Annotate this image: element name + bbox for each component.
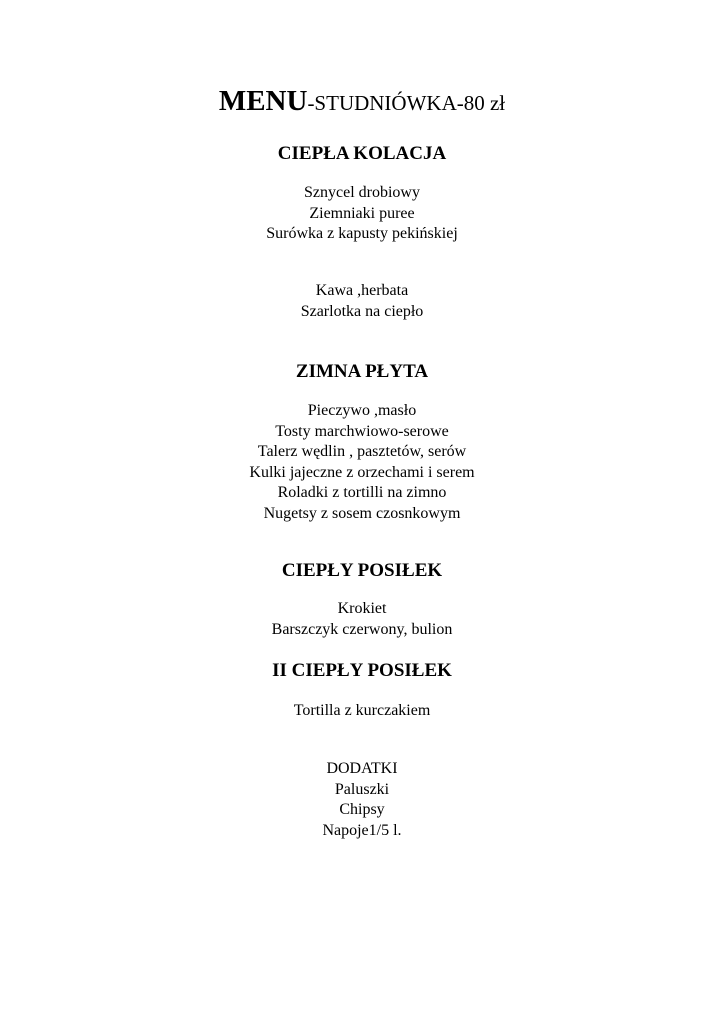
menu-title-main: MENU [218, 85, 308, 117]
menu-item: Chipsy [339, 801, 385, 818]
menu-item: Barszczyk czerwony, bulion [271, 620, 453, 638]
section-heading-ii-cieply-posilek: II CIEPŁY POSIŁEK [272, 660, 452, 681]
menu-item: Tosty marchwiowo-serowe [275, 422, 449, 440]
menu-item: Sznycel drobiowy [304, 184, 420, 201]
section-items-dodatki [0, 759, 724, 841]
section-items-zimna-plyta [0, 401, 724, 524]
menu-item: Pieczywo ,masło [307, 402, 417, 419]
section-heading-cieply-posilek: CIEPŁY POSIŁEK [281, 560, 443, 581]
menu-item: Szarlotka na ciepło [300, 302, 424, 320]
section-items-ciepla-kolacja [0, 183, 724, 245]
menu-item: Paluszki [334, 780, 390, 798]
section-items-cieply-posilek [0, 599, 724, 640]
section-heading-zimna-plyta: ZIMNA PŁYTA [295, 361, 429, 382]
menu-item: Roladki z tortilli na zimno [277, 484, 447, 501]
section-heading-ciepla-kolacja: CIEPŁA KOLACJA [277, 143, 447, 164]
menu-item: Nugetsy z sosem czosnkowym [263, 504, 461, 522]
menu-item: Kawa ,herbata [315, 282, 409, 299]
section-items-ciepla-kolacja-drinks [0, 281, 724, 322]
menu-item: Kulki jajeczne z orzechami i serem [249, 463, 475, 481]
menu-item: Napoje1/5 l. [322, 821, 402, 839]
menu-item: Surówka z kapusty pekińskiej [266, 225, 458, 242]
menu-item: DODATKI [326, 760, 398, 777]
menu-title [0, 84, 724, 123]
menu-title-rest: -STUDNIÓWKA-80 zł [307, 91, 506, 115]
menu-item: Ziemniaki puree [309, 204, 415, 222]
menu-item: Tortilla z kurczakiem [293, 702, 431, 719]
section-items-ii-cieply-posilek [0, 701, 724, 722]
menu-item: Krokiet [337, 600, 387, 617]
menu-item: Talerz wędlin , pasztetów, serów [257, 443, 467, 460]
